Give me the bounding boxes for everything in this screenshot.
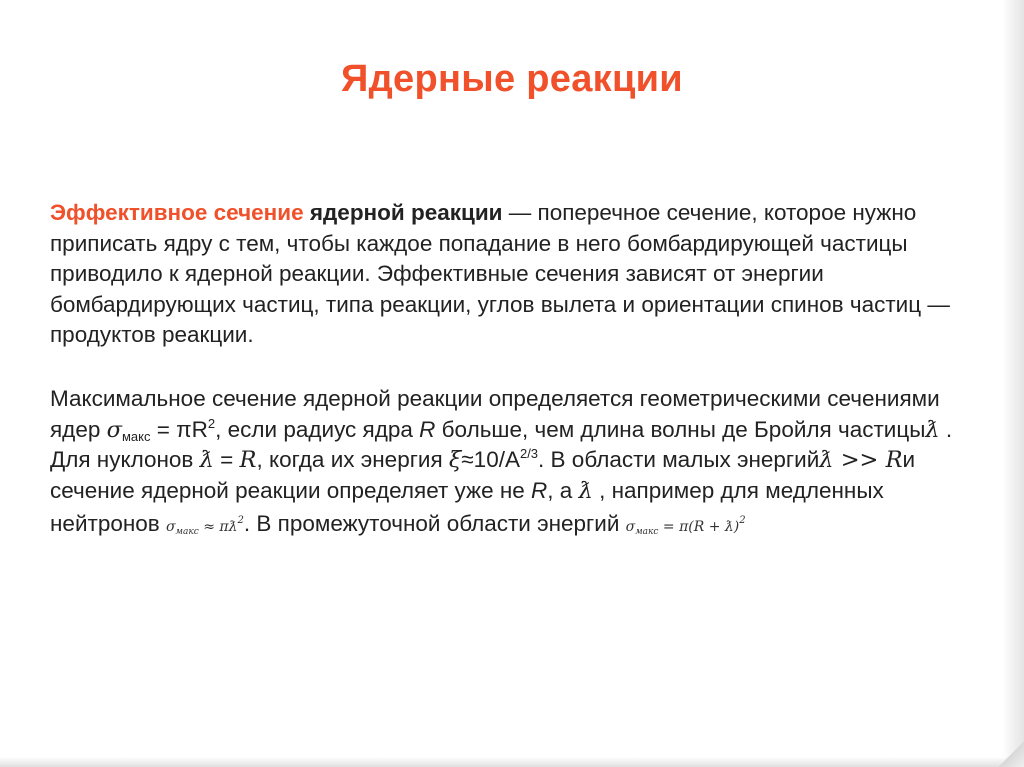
lambda-symbol: ƛ [578,477,593,504]
definition-paragraph [50,198,990,351]
text-segment: . В области малых энергий [538,447,820,472]
formula-rest: ≈ πƛ [198,519,238,535]
lambda-symbol: ƛ [199,447,214,473]
text-segment: , если радиус ядра [215,416,420,442]
sigma-symbol: σ [625,519,636,535]
superscript-2: 2 [237,515,244,526]
energy-approx: ≈10/А [461,447,520,472]
page-curl-corner [998,741,1024,767]
text-segment: , а [547,477,579,503]
text-segment: больше, чем длина волны де Бройля частицы [435,416,926,442]
equals-sign: = [213,447,240,472]
term-nuclear-reaction: ядерной реакции [309,200,503,225]
text-segment: и сечение ядерной реакции определяет уже не [50,447,916,503]
pi-r-formula: = πR [150,416,208,442]
slow-neutron-formula [165,515,244,537]
intermediate-energy-formula [625,515,746,537]
lambda-symbol: ƛ [925,416,940,443]
text-segment: . В промежуточной области энергий [243,511,626,536]
radius-symbol: R [885,447,903,473]
sigma-symbol: σ [106,416,122,443]
edge-shadow-right [1002,0,1024,767]
text-segment: Максимальное сечение ядерной реакции определяется геометрическими сечениями ядер [50,386,940,442]
text-segment: , когда их энергия [256,447,449,472]
max-cross-section-paragraph [50,384,990,548]
definition-text: — поперечное сечение, которое нужно приписать ядру с тем, чтобы каждое попадание в него бомбардирующей частицы приводило к ядерной реакции. Эффективные сечения зависят от энергии бомбардирующих частиц, типа реакции, углов вылета и ориентации спинов частиц — продуктов реакции. [50,200,950,347]
formula-rest: = π(R + ƛ) [658,519,740,535]
text-segment: . Для нуклонов [50,416,953,472]
xi-symbol: ξ [448,447,462,473]
sigma-symbol: σ [165,519,176,535]
edge-shadow-bottom [0,757,1024,767]
radius-symbol: R [531,477,548,503]
slide-title: Ядерные реакции [341,58,683,100]
term-effective-cross-section: Эффективное сечение [50,200,304,225]
subscript-maks: макс [635,527,659,537]
text-segment: , например для медленных нейтронов [50,477,884,536]
radius-symbol: R [419,416,436,442]
superscript-2-3: 2/3 [519,446,539,461]
much-greater-sign: >> [833,447,886,473]
radius-symbol: R [239,447,257,473]
subscript-maks: макс [121,428,151,444]
lambda-symbol: ƛ [819,447,834,473]
subscript-maks: макс [175,527,199,537]
superscript-2: 2 [207,415,216,431]
superscript-2: 2 [739,515,746,526]
